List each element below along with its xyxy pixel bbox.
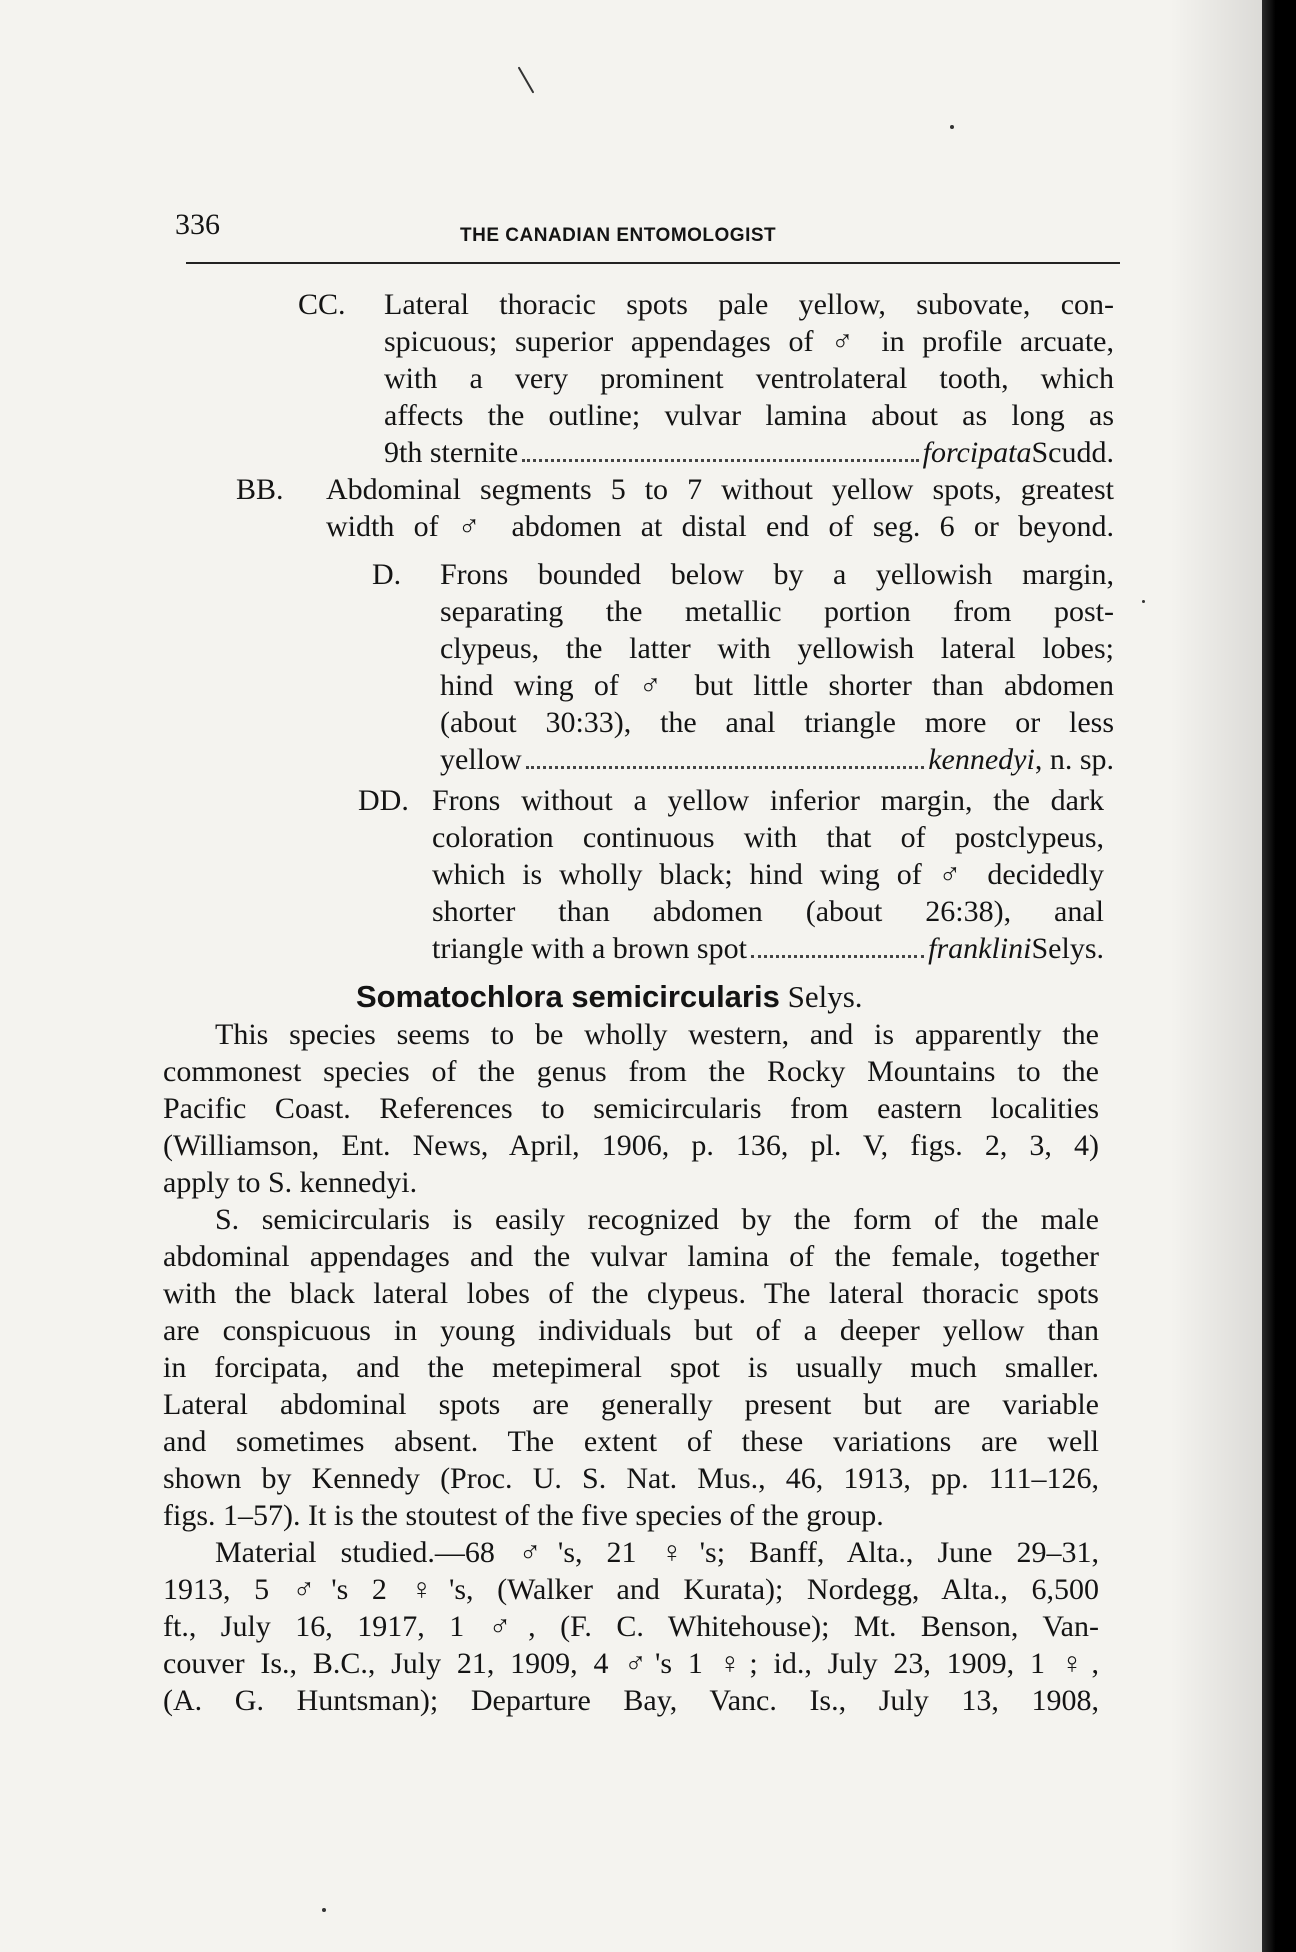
book-gutter [1262, 0, 1296, 1952]
key-line-dotted [440, 741, 1114, 778]
species-authority: , n. sp. [1034, 743, 1114, 776]
dot-leader [526, 766, 925, 769]
key-line-text: 9th sternite [384, 436, 519, 469]
key-label-cc: CC. [298, 288, 346, 321]
paragraph-line: abdominal appendages and the vulvar lamina of the female, together [163, 1240, 1099, 1273]
dot-leader [522, 459, 918, 462]
key-entry-d [440, 556, 1114, 778]
paragraph-line: and sometimes absent. The extent of these variations are well [163, 1425, 1099, 1458]
paragraph-line: figs. 1–57). It is the stoutest of the five species of the group. [163, 1499, 884, 1532]
dot-leader [751, 955, 924, 958]
key-line: width of ♂ abdomen at distal end of seg. 6 or beyond. [326, 510, 1114, 543]
species-authority: Selys. [1031, 932, 1104, 965]
paragraph-line: (A. G. Huntsman); Departure Bay, Vanc. Is., July 13, 1908, [163, 1684, 1099, 1717]
species-heading-authority: Selys. [779, 979, 863, 1014]
key-line-dotted [432, 930, 1104, 967]
paragraph-line: apply to S. kennedyi. [163, 1166, 418, 1199]
paragraph-1 [163, 1016, 1099, 1201]
paragraph-3 [163, 1534, 1099, 1719]
scan-speck [1142, 600, 1145, 603]
paragraph-line: Material studied.—68 ♂'s, 21 ♀'s; Banff, Alta., June 29–31, [215, 1536, 1099, 1569]
paragraph-line: are conspicuous in young individuals but of a deeper yellow than [163, 1314, 1099, 1347]
paragraph-line: commonest species of the genus from the Rocky Mountains to the [163, 1055, 1099, 1088]
scan-speck [950, 125, 954, 129]
key-line: with a very prominent ventrolateral tooth, which [384, 362, 1114, 395]
paragraph-line: S. semicircularis is easily recognized by the form of the male [215, 1203, 1099, 1236]
species-name: franklini [928, 932, 1032, 965]
key-line: affects the outline; vulvar lamina about as long as [384, 399, 1114, 432]
key-line: Lateral thoracic spots pale yellow, subovate, con- [384, 288, 1114, 321]
paragraph-line: (Williamson, Ent. News, April, 1906, p. 136, pl. V, figs. 2, 3, 4) [163, 1129, 1099, 1162]
header-rule [186, 262, 1120, 264]
species-name: forcipata [922, 436, 1032, 469]
paragraph-line: 1913, 5 ♂'s 2 ♀'s, (Walker and Kurata); Nordegg, Alta., 6,500 [163, 1573, 1099, 1606]
scan-scratch [518, 67, 535, 94]
key-label-dd: DD. [358, 784, 409, 817]
key-line: (about 30:33), the anal triangle more or less [440, 706, 1114, 739]
key-line: coloration continuous with that of postclypeus, [432, 821, 1104, 854]
key-line-text: triangle with a brown spot [432, 932, 747, 965]
key-entry-dd [432, 782, 1104, 967]
key-line-text: yellow [440, 743, 522, 776]
key-entry-cc [384, 286, 1114, 471]
page-number: 336 [175, 208, 220, 241]
scan-speck [322, 1908, 326, 1912]
key-line: Frons bounded below by a yellowish margin, [440, 558, 1114, 591]
paragraph-line: shown by Kennedy (Proc. U. S. Nat. Mus., 46, 1913, pp. 111–126, [163, 1462, 1099, 1495]
key-line: hind wing of ♂ but little shorter than abdomen [440, 669, 1114, 702]
species-authority: Scudd. [1031, 436, 1114, 469]
paragraph-line: This species seems to be wholly western, and is apparently the [215, 1018, 1099, 1051]
key-line: Frons without a yellow inferior margin, the dark [432, 784, 1104, 817]
key-line: Abdominal segments 5 to 7 without yellow spots, greatest [326, 473, 1114, 506]
paragraph-line: with the black lateral lobes of the clypeus. The lateral thoracic spots [163, 1277, 1099, 1310]
paragraph-line: ft., July 16, 1917, 1 ♂, (F. C. Whitehouse); Mt. Benson, Van- [163, 1610, 1099, 1643]
key-label-d: D. [372, 558, 402, 591]
paragraph-line: Lateral abdominal spots are generally present but are variable [163, 1388, 1099, 1421]
paragraph-2 [163, 1201, 1099, 1534]
species-name: kennedyi [928, 743, 1035, 776]
paragraph-line: Pacific Coast. References to semicircularis from eastern localities [163, 1092, 1099, 1125]
key-label-bb: BB. [236, 473, 284, 506]
paragraph-line: couver Is., B.C., July 21, 1909, 4 ♂'s 1 ♀; id., July 23, 1909, 1 ♀, [163, 1647, 1099, 1680]
key-line: clypeus, the latter with yellowish lateral lobes; [440, 632, 1114, 665]
paragraph-line: in forcipata, and the metepimeral spot is usually much smaller. [163, 1351, 1099, 1384]
page-shading [1170, 0, 1262, 1952]
species-heading-name: Somatochlora semicircularis [356, 979, 780, 1014]
running-title: THE CANADIAN ENTOMOLOGIST [460, 225, 777, 246]
key-line: separating the metallic portion from post- [440, 595, 1114, 628]
key-line: which is wholly black; hind wing of ♂ decidedly [432, 858, 1104, 891]
key-line: spicuous; superior appendages of ♂ in profile arcuate, [384, 325, 1114, 358]
key-line: shorter than abdomen (about 26:38), anal [432, 895, 1104, 928]
key-entry-bb [326, 471, 1114, 545]
key-line-dotted [384, 434, 1114, 471]
species-heading [356, 978, 863, 1015]
